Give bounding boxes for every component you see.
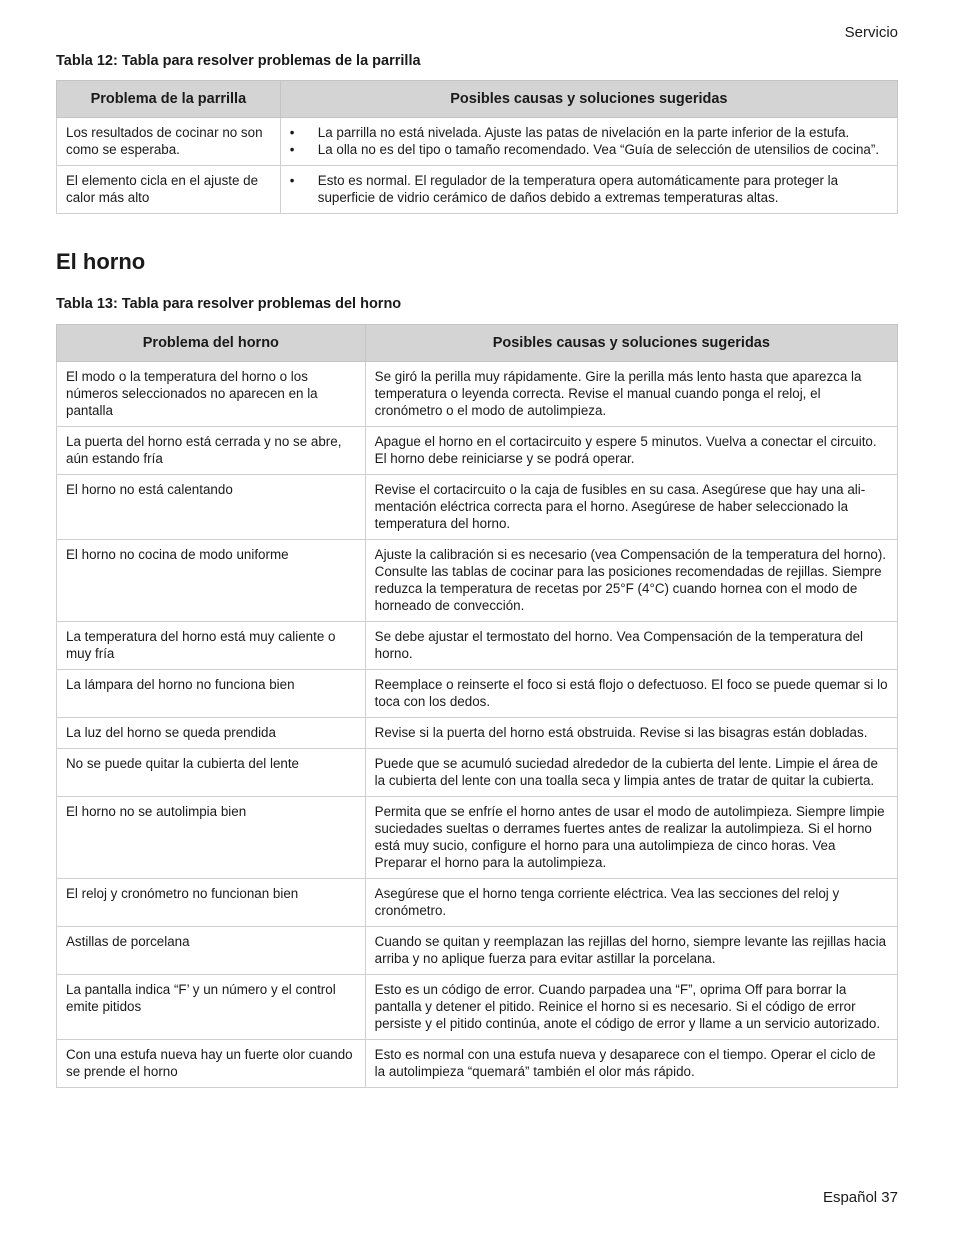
table-row <box>57 975 898 1040</box>
problem-cell: El horno no cocina de modo uniforme <box>57 540 366 622</box>
solution-cell: Se giró la perilla muy rápidamente. Gire la perilla más lento hasta que aparezca la temperatura o leyenda correcta. Revise el manual cuando ponga el reloj, el cronómetro o el modo de autolimpieza. <box>365 362 897 427</box>
table-row <box>57 362 898 427</box>
solution-item: • La olla no es del tipo o tamaño recomendado. Vea “Guía de selección de utensilios de cocina”. <box>318 141 888 158</box>
solution-cell: Ajuste la calibración si es necesario (vea Compensación de la temperatura del horno). Consulte las tablas de cocinar para las posiciones recomendadas de rejillas. Siempre reduzca la temperatura de recetas por 25°F (4°C) cuando hornea con el modo de horneado de convección. <box>365 540 897 622</box>
table-row <box>57 166 898 214</box>
table-row <box>57 670 898 718</box>
solution-list <box>290 172 888 206</box>
solution-item: • Esto es normal. El regulador de la temperatura opera automáticamente para proteger la superficie de vidrio cerámico de daños debido a extremas temperaturas altas. <box>318 172 888 206</box>
problem-cell: El horno no se autolimpia bien <box>57 797 366 879</box>
problem-cell: Los resultados de cocinar no son como se esperaba. <box>57 118 281 166</box>
solution-cell: Permita que se enfríe el horno antes de usar el modo de autolimpieza. Siempre limpie suciedades sueltas o derrames fuertes antes de realizar la autolimpieza. Si el horno está muy sucio, configure el horno para una autolimpieza de cinco horas. Vea Preparar el horno para la autolimpieza. <box>365 797 897 879</box>
table-row <box>57 622 898 670</box>
column-header-problem: Problema del horno <box>57 325 366 362</box>
problem-cell: La puerta del horno está cerrada y no se abre, aún estando fría <box>57 427 366 475</box>
solution-cell: Apague el horno en el cortacircuito y espere 5 minutos. Vuelva a conectar el circuito. El horno debe reiniciarse y se podrá operar. <box>365 427 897 475</box>
problem-cell: La pantalla indica “F’ y un número y el control emite pitidos <box>57 975 366 1040</box>
solution-item: • La parrilla no está nivelada. Ajuste las patas de nivelación en la parte inferior de la estufa. <box>318 124 888 141</box>
solution-cell: Reemplace o reinserte el foco si está flojo o defectuoso. El foco se puede quemar si lo toca con los dedos. <box>365 670 897 718</box>
table-row <box>57 718 898 749</box>
running-header-section: Servicio <box>844 24 898 41</box>
table-row <box>57 427 898 475</box>
table-header-row <box>57 81 898 118</box>
problem-cell: La lámpara del horno no funciona bien <box>57 670 366 718</box>
oven-troubleshooting-table <box>56 324 898 1088</box>
table-12-title: Tabla 12: Tabla para resolver problemas de la parrilla <box>56 53 421 69</box>
problem-cell: La luz del horno se queda prendida <box>57 718 366 749</box>
table-row <box>57 118 898 166</box>
solution-cell: Esto es un código de error. Cuando parpadea una “F”, oprima Off para borrar la pantalla y detener el pitido. Reinice el horno si es necesario. Si el código de error persiste y el pitido continúa, anote el código de error y llame a un servicio autorizado. <box>365 975 897 1040</box>
problem-cell: El elemento cicla en el ajuste de calor más alto <box>57 166 281 214</box>
table-row <box>57 797 898 879</box>
solution-cell: Revise si la puerta del horno está obstruida. Revise si las bisagras están dobladas. <box>365 718 897 749</box>
problem-cell: La temperatura del horno está muy caliente o muy fría <box>57 622 366 670</box>
solution-cell: Revise el cortacircuito o la caja de fusibles en su casa. Asegúrese que hay una alimentación eléctrica correcta para el horno. Asegúrese de haber seleccionado la temperatura del horno. <box>365 475 897 540</box>
solution-cell: Esto es normal con una estufa nueva y desaparece con el tiempo. Operar el ciclo de la autolimpieza “quemará” también el olor más rápido. <box>365 1040 897 1088</box>
table-13-title: Tabla 13: Tabla para resolver problemas del horno <box>56 296 402 312</box>
table-row <box>57 879 898 927</box>
problem-cell: Con una estufa nueva hay un fuerte olor cuando se prende el horno <box>57 1040 366 1088</box>
problem-cell: El horno no está calentando <box>57 475 366 540</box>
column-header-solutions: Posibles causas y soluciones sugeridas <box>280 81 897 118</box>
column-header-solutions: Posibles causas y soluciones sugeridas <box>365 325 897 362</box>
solution-cell: Cuando se quitan y reemplazan las rejillas del horno, siempre levante las rejillas hacia arriba y no aplique fuerza para evitar astillar la porcelana. <box>365 927 897 975</box>
page-number: Español 37 <box>822 1189 898 1206</box>
solution-cell: Puede que se acumuló suciedad alrededor de la cubierta del lente. Limpie el área de la cubierta del lente con una toalla seca y limpia antes de tratar de quitar la cubierta. <box>365 749 897 797</box>
solution-cell: Asegúrese que el horno tenga corriente eléctrica. Vea las secciones del reloj y cronómetro. <box>365 879 897 927</box>
problem-cell: El reloj y cronómetro no funcionan bien <box>57 879 366 927</box>
table-row <box>57 475 898 540</box>
table-row <box>57 927 898 975</box>
table-row <box>57 1040 898 1088</box>
problem-cell: No se puede quitar la cubierta del lente <box>57 749 366 797</box>
problem-cell: El modo o la temperatura del horno o los números seleccionados no aparecen en la pantalla <box>57 362 366 427</box>
cooktop-troubleshooting-table <box>56 80 898 214</box>
section-heading-oven: El horno <box>56 249 146 274</box>
solution-cell: Se debe ajustar el termostato del horno. Vea Compensación de la temperatura del horno. <box>365 622 897 670</box>
problem-cell: Astillas de porcelana <box>57 927 366 975</box>
solution-cell <box>280 118 897 166</box>
column-header-problem: Problema de la parrilla <box>57 81 281 118</box>
table-header-row <box>57 325 898 362</box>
table-row <box>57 749 898 797</box>
solution-list <box>290 124 888 158</box>
solution-cell <box>280 166 897 214</box>
table-row <box>57 540 898 622</box>
